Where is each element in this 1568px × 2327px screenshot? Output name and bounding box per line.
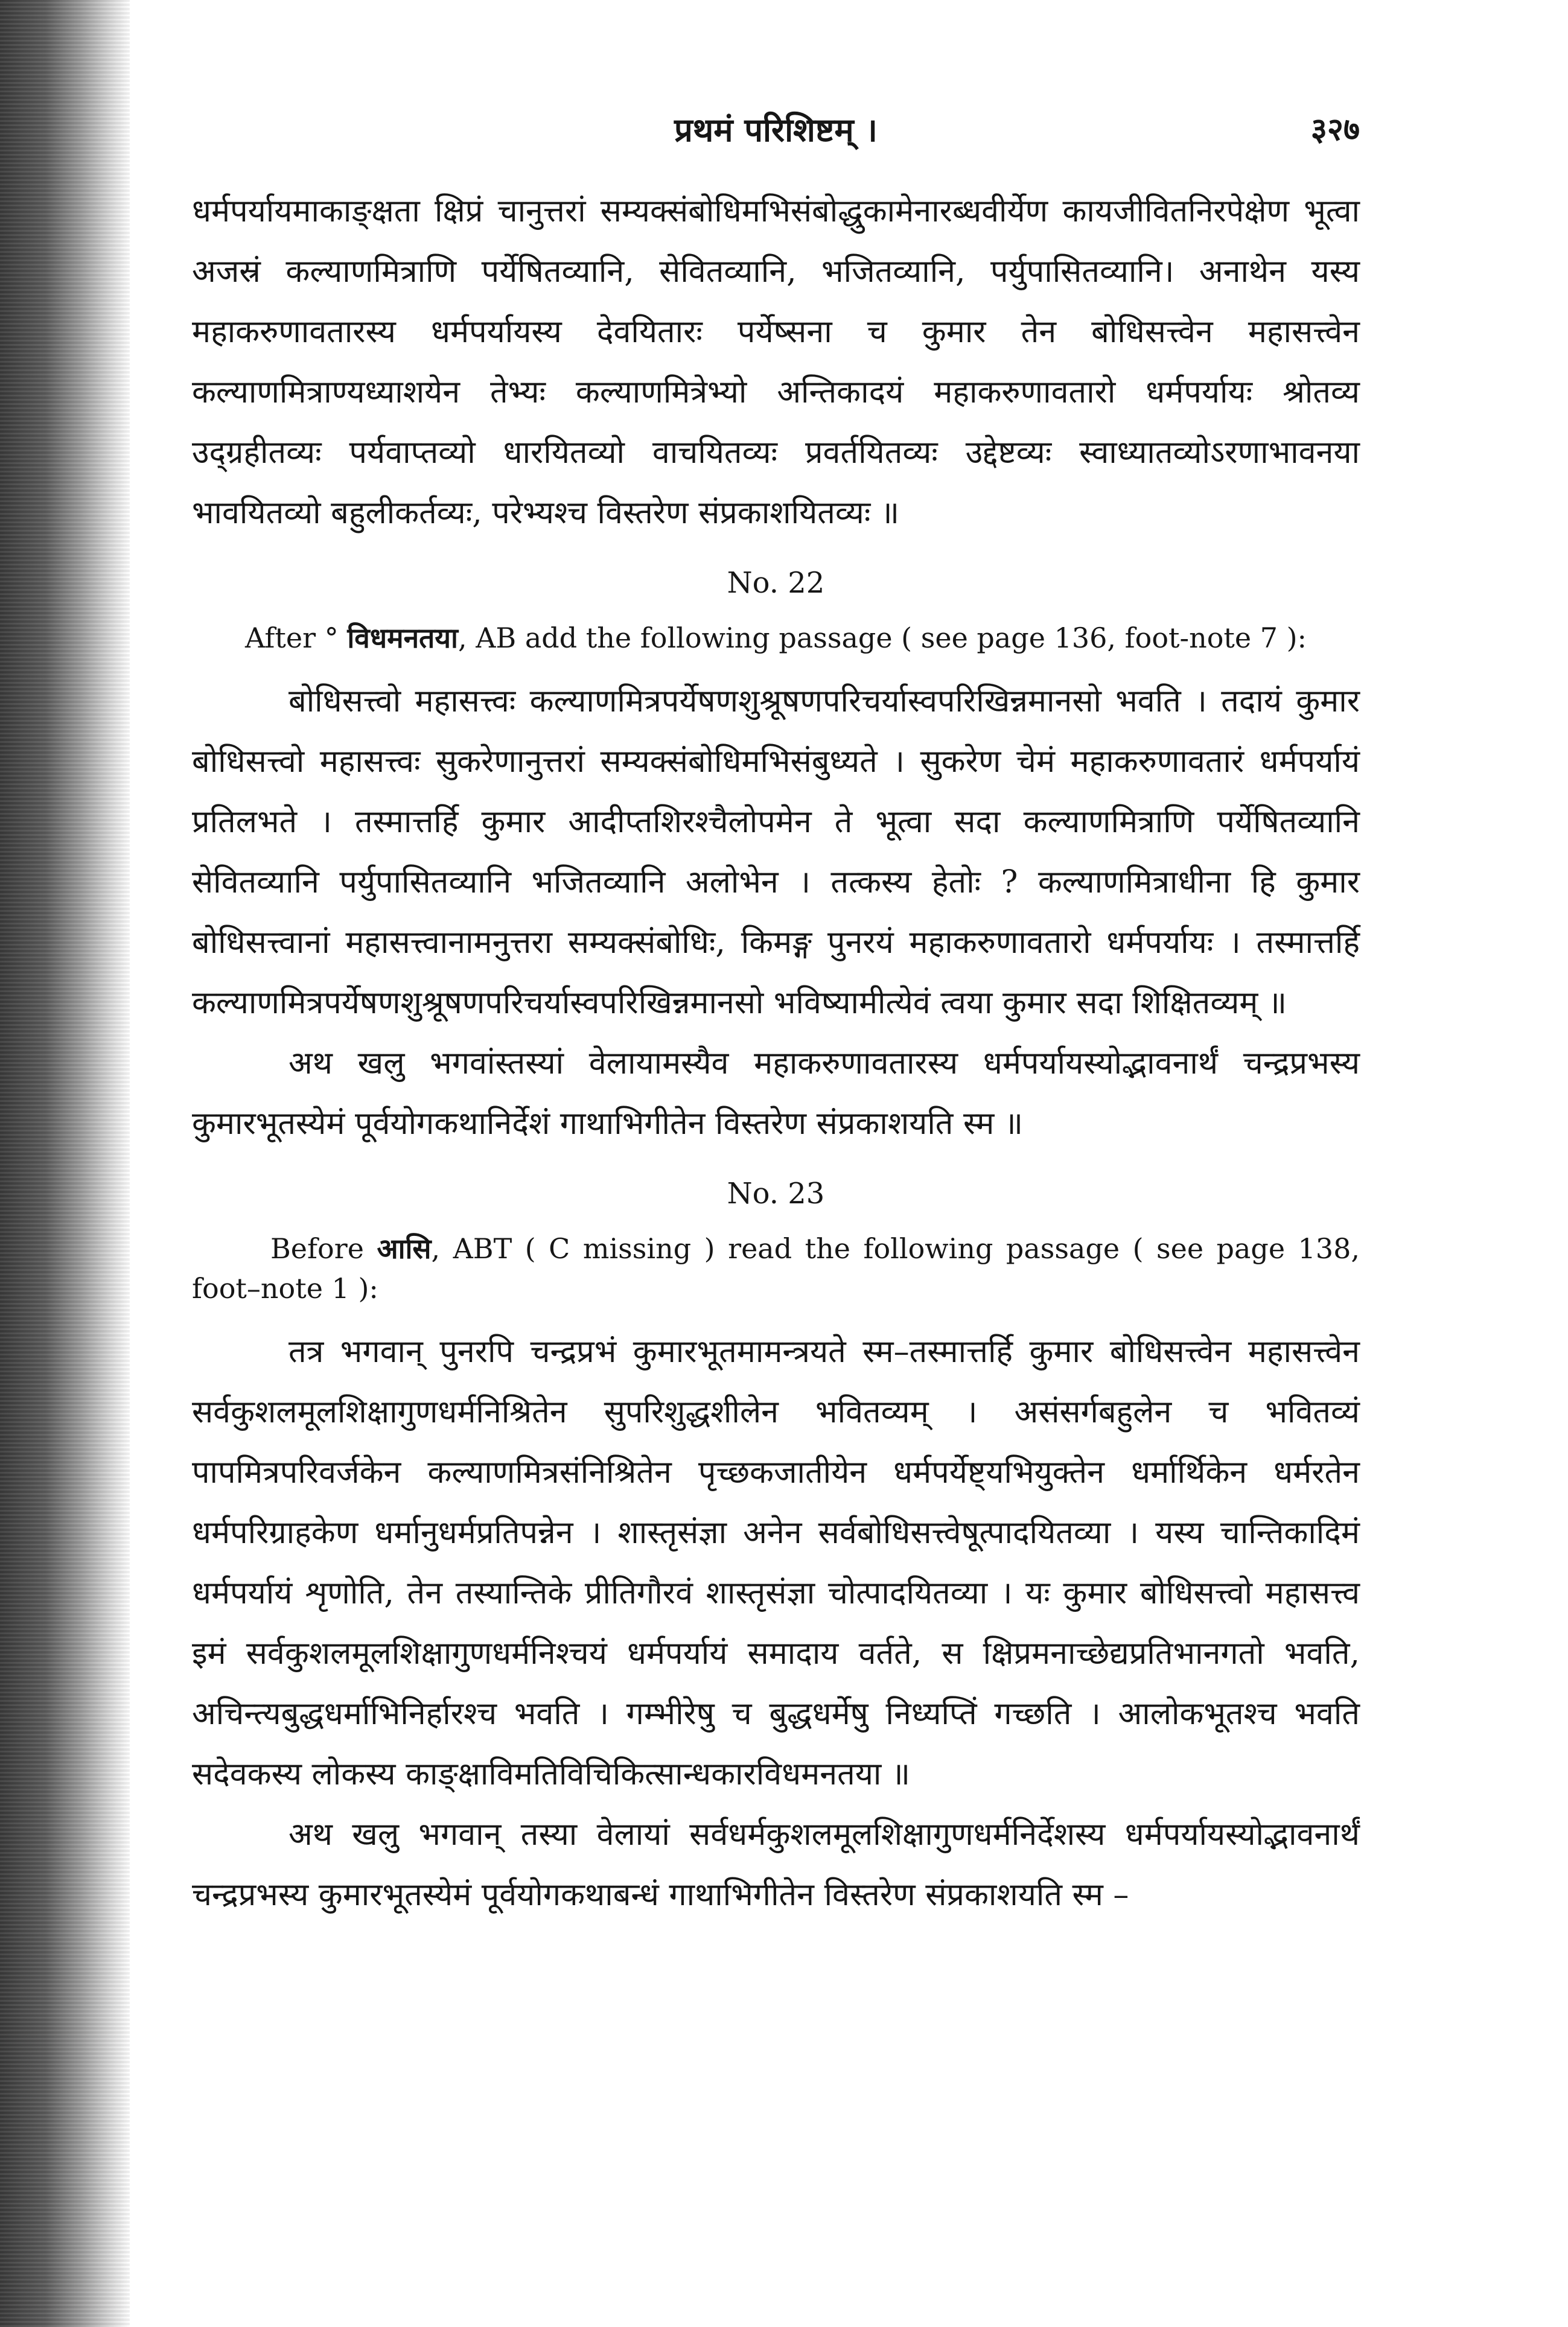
sanskrit-paragraph-22a: बोधिसत्त्वो महासत्त्वः कल्याणमित्रपर्येषणशुश्रूषणपरिचर्यास्वपरिखिन्नमानसो भवति । तदायं कुमार बोधिसत्त्वो महासत्त्वः सुकरेणानुत्तरां सम्यक्संबोधिमभिसंबुध्यते । सुकरेण चेमं महाकरुणावतारं धर्मपर्यायं प्रतिलभते । तस्मात्तर्हि कुमार आदीप्तशिरश्चैलोपमेन ते भूत्वा सदा कल्याणमित्राणि पर्येषितव्यानि सेवितव्यानि पर्युपासितव्यानि भजितव्यानि अलोभेन । तत्कस्य हेतोः ? कल्याणमित्राधीना हि कुमार बोधिसत्त्वानां महासत्त्वानामनुत्तरा सम्यक्संबोधिः, किमङ्ग पुनरयं महाकरुणावतारो धर्मपर्यायः । तस्मात्तर्हि कल्याणमित्रपर्येषणशुश्रूषणपरिचर्यास्वपरिखिन्नमानसो भविष्यामीत्येवं त्वया कुमार सदा शिक्षितव्यम् ॥ [192,683,1360,1021]
running-header [192,103,1360,157]
section-23-note [192,1229,1360,1308]
section-22-note-after: , AB add the following passage ( see page 136, foot-note 7 ): [457,622,1307,654]
sanskrit-paragraph-1: धर्मपर्यायमाकाङ्क्षता क्षिप्रं चानुत्तरां सम्यक्संबोधिमभिसंबोद्धुकामेनारब्धवीर्येण कायजीवितनिरपेक्षेण भूत्वा अजस्रं कल्याणमित्राणि पर्येषितव्यानि, सेवितव्यानि, भजितव्यानि, पर्युपासितव्यानि। अनाथेन यस्य महाकरुणावतारस्य धर्मपर्यायस्य देवयितारः पर्येष्सना च कुमार तेन बोधिसत्त्वेन महासत्त्वेन कल्याणमित्राण्यध्याशयेन तेभ्यः कल्याणमित्रेभ्यो अन्तिकादयं महाकरुणावतारो धर्मपर्यायः श्रोतव्य उद्ग्रहीतव्यः पर्यवाप्तव्यो धारयितव्यो वाचयितव्यः प्रवर्तयितव्यः उद्देष्टव्यः स्वाध्यातव्योऽरणाभावनया भावयितव्यो बहुलीकर्तव्यः, परेभ्यश्च विस्तरेण संप्रकाशयितव्यः ॥ [192,193,1360,531]
section-number-22: No. 22 [727,566,825,600]
document-page [192,103,1360,1925]
running-title: प्रथमं परिशिष्टम् । [674,110,878,149]
sanskrit-paragraph-23b: अथ खलु भगवान् तस्या वेलायां सर्वधर्मकुशलमूलशिक्षागुणधर्मनिर्देशस्य धर्मपर्यायस्योद्भावनार्थं चन्द्रप्रभस्य कुमारभूतस्येमं पूर्वयोगकथाबन्धं गाथाभिगीतेन विस्तरेण संप्रकाशयति स्म – [192,1816,1360,1913]
section-22-note-before: After ° [244,622,339,654]
section-22-note [192,618,1360,658]
page-number: ३२७ [1310,111,1360,148]
section-number-23: No. 23 [727,1177,825,1211]
section-22-note-keyword: विधमनतया [347,622,458,654]
sanskrit-paragraph-23a: तत्र भगवान् पुनरपि चन्द्रप्रभं कुमारभूतमामन्त्रयते स्म–तस्मात्तर्हि कुमार बोधिसत्त्वेन महासत्त्वेन सर्वकुशलमूलशिक्षागुणधर्मनिश्रितेन सुपरिशुद्धशीलेन भवितव्यम् । असंसर्गबहुलेन च भवितव्यं पापमित्रपरिवर्जकेन कल्याणमित्रसंनिश्रितेन पृच्छकजातीयेन धर्मपर्येष्ट्यभियुक्तेन धर्मार्थिकेन धर्मरतेन धर्मपरिग्राहकेण धर्मानुधर्मप्रतिपन्नेन । शास्तृसंज्ञा अनेन सर्वबोधिसत्त्वेषूत्पादयितव्या । यस्य चान्तिकादिमं धर्मपर्यायं शृणोति, तेन तस्यान्तिके प्रीतिगौरवं शास्तृसंज्ञा चोत्पादयितव्या । यः कुमार बोधिसत्त्वो महासत्त्व इमं सर्वकुशलमूलशिक्षागुणधर्मनिश्चयं धर्मपर्यायं समादाय वर्तते, स क्षिप्रमनाच्छेद्यप्रतिभानगतो भवति, अचिन्त्यबुद्धधर्माभिनिर्हारश्च भवति । गम्भीरेषु च बुद्धधर्मेषु निध्यप्तिं गच्छति । आलोकभूतश्च भवति सदेवकस्य लोकस्य काङ्क्षाविमतिविचिकित्सान्धकारविधमनतया ॥ [192,1334,1360,1792]
sanskrit-paragraph-22b: अथ खलु भगवांस्तस्यां वेलायामस्यैव महाकरुणावतारस्य धर्मपर्यायस्योद्भावनार्थं चन्द्रप्रभस्य कुमारभूतस्येमं पूर्वयोगकथानिर्देशं गाथाभिगीतेन विस्तरेण संप्रकाशयति स्म ॥ [192,1045,1360,1142]
section-23-note-before: Before [270,1232,377,1265]
section-23-note-keyword: आसि [377,1232,432,1265]
scan-binding-texture [0,0,130,2327]
section-23-note-after: , ABT ( C missing ) read the following passage ( see page 138, foot–note 1 ): [192,1232,1360,1305]
